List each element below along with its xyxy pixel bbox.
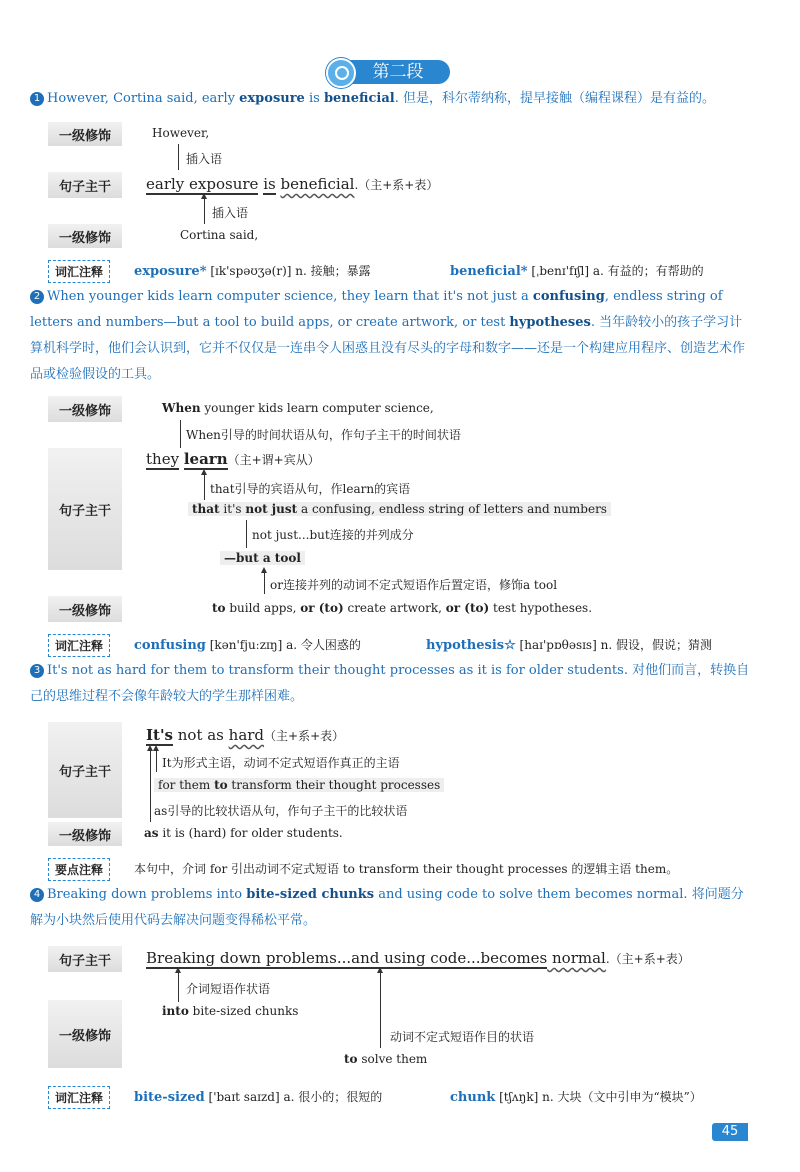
label-sentence-trunk: 句子主干 [48, 448, 122, 570]
vocab-exposure: exposure* [ɪk'spəʊʒə(r)] n. 接触；暴露 [134, 264, 371, 279]
annotation-comparative: as引导的比较状语从句，作句子主干的比较状语 [154, 804, 408, 818]
modifier-when-clause: When younger kids learn computer science, [162, 401, 434, 415]
connector-line [246, 520, 247, 548]
arrow-up-long [150, 750, 151, 822]
label-first-modifier: 一级修饰 [48, 396, 122, 422]
arrow-up [156, 750, 157, 772]
modifier-however: However, [152, 126, 210, 140]
label-first-modifier-2: 一级修饰 [48, 224, 122, 248]
label-first-modifier: 一级修饰 [48, 822, 122, 846]
sentence-trunk-1: early exposure is beneficial.（主+系+表） [146, 175, 439, 193]
modifier-cortina-said: Cortina said, [180, 228, 259, 242]
sentence-3: 3 It's not as hard for them to transform their thought processes as it is for older students. 对他们而言，转换自己的思维过程不会像年龄较大的学生那样困难。 [30, 663, 750, 704]
vocab-bite-sized: bite-sized ['baɪt saɪzd] a. 很小的；很短的 [134, 1090, 383, 1105]
sentence-2: 2 When younger kids learn computer science, they learn that it's not just a confusing, endless string of letters and numbers—but a tool to build apps, or create artwork, or test hypotheses. 当年龄较小的孩子学习计算机科学时，他们会认识到，它并不仅仅是一连串令人困惑且没有尽头的字母和数字——还是一个构建应用程序、创造艺术作品或检验假设的工具。 [30, 289, 746, 382]
annotation-formal-subject: It为形式主语，动词不定式短语作真正的主语 [162, 756, 400, 770]
modifier-into-chunks: into bite-sized chunks [162, 1004, 299, 1018]
sentence-4: 4 Breaking down problems into bite-sized chunks and using code to solve them becomes normal. 将问题分解为小块然后使用代码去解决问题变得稀松平常。 [30, 887, 744, 928]
label-sentence-trunk: 句子主干 [48, 172, 122, 198]
page-number: 45 [712, 1123, 748, 1141]
connector-line [178, 144, 179, 170]
annotation-parenthetical-2: 插入语 [212, 206, 249, 220]
annotation-parallel: not just...but连接的并列成分 [252, 528, 414, 542]
arrow-up-long [380, 972, 381, 1048]
sentence-1: 1 However, Cortina said, early exposure is beneficial. 但是，科尔蒂纳称，提早接触（编程课程）是有益的。 [30, 86, 752, 112]
vocab-beneficial: beneficial* [ˌbenɪ'fɪʃl] a. 有益的；有帮助的 [450, 264, 704, 279]
modifier-infinitive: to build apps, or (to) create artwork, or (to) test hypotheses. [212, 601, 593, 615]
but-a-tool: —but a tool [220, 551, 305, 565]
sentence-number-badge: 3 [30, 664, 44, 678]
search-magnifier-icon [326, 58, 356, 88]
annotation-infinitive: or连接并列的动词不定式短语作后置定语，修饰a tool [270, 578, 558, 592]
label-first-modifier: 一级修饰 [48, 1000, 122, 1068]
annotation-object-clause: that引导的宾语从句，作learn的宾语 [210, 482, 411, 496]
vocab-confusing: confusing [kən'fjuːzɪŋ] a. 令人困惑的 [134, 638, 361, 653]
vocab-label-1: 词汇注释 [48, 260, 110, 283]
sentence-number-badge: 2 [30, 290, 44, 304]
sentence-trunk-3: It's not as hard（主+系+表） [146, 726, 345, 744]
note-label: 要点注释 [48, 858, 110, 881]
sentence-number-badge: 1 [30, 92, 44, 106]
sentence-number-badge: 4 [30, 888, 44, 902]
arrow-up [178, 972, 179, 1002]
modifier-to-solve: to solve them [344, 1052, 428, 1066]
annotation-parenthetical: 插入语 [186, 152, 223, 166]
annotation-prep-phrase: 介词短语作状语 [186, 982, 271, 996]
vocab-chunk: chunk [tʃʌŋk] n. 大块（文中引申为“模块”） [450, 1090, 702, 1105]
modifier-as-clause: as it is (hard) for older students. [144, 826, 343, 840]
label-sentence-trunk: 句子主干 [48, 946, 122, 972]
connector-line [180, 420, 181, 448]
arrow-up [204, 198, 205, 224]
label-first-modifier: 一级修饰 [48, 122, 122, 146]
sentence-trunk-4: Breaking down problems...and using code...becomes normal.（主+系+表） [146, 949, 690, 967]
vocab-label-2: 词汇注释 [48, 634, 110, 657]
infinitive-subject: for them to transform their thought processes [154, 778, 444, 792]
label-first-modifier-2: 一级修饰 [48, 596, 122, 622]
annotation-purpose: 动词不定式短语作目的状语 [390, 1030, 535, 1044]
key-note-text: 本句中，介词 for 引出动词不定式短语 to transform their thought processes 的逻辑主语 them。 [134, 862, 679, 876]
label-sentence-trunk: 句子主干 [48, 722, 122, 818]
vocab-label-4: 词汇注释 [48, 1086, 110, 1109]
object-clause: that it's not just a confusing, endless string of letters and numbers [188, 502, 611, 516]
arrow-up [264, 572, 265, 594]
arrow-up [204, 474, 205, 500]
vocab-hypothesis: hypothesis☆ [haɪ'pɒθəsɪs] n. 假设，假说；猜测 [426, 638, 712, 653]
sentence-trunk-2: they learn（主+谓+宾从） [146, 450, 320, 468]
section-title: 第二段 [372, 62, 424, 82]
annotation-when-clause: When引导的时间状语从句，作句子主干的时间状语 [186, 428, 461, 442]
